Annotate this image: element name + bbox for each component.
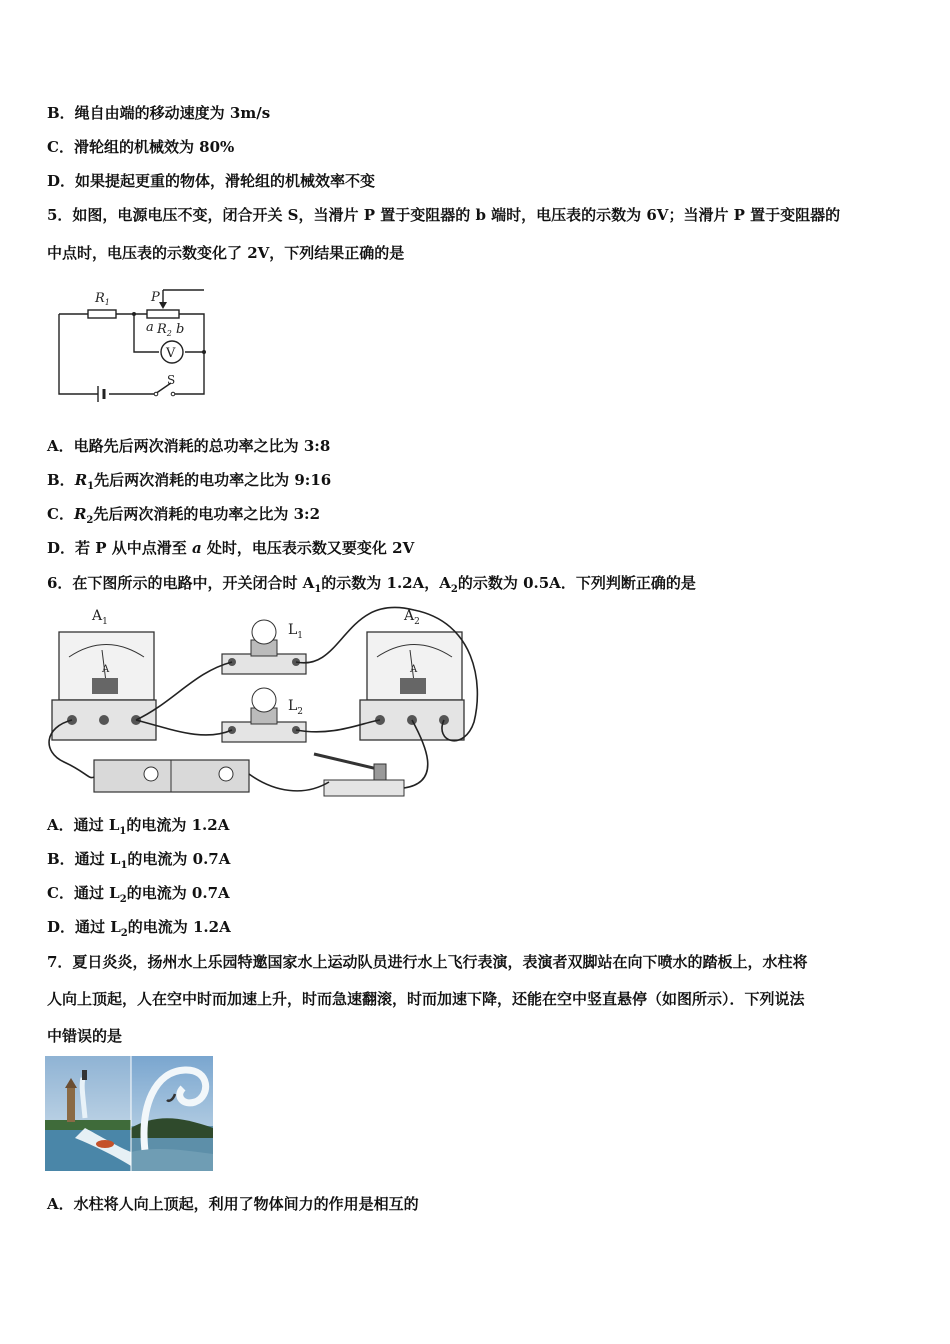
q4-option-d: D．如果提起更重的物体，滑轮组的机械效率不变 [47, 172, 376, 190]
r1-resistor [88, 310, 116, 318]
r2-rheostat [147, 310, 179, 318]
l1-label: $L_1$ [288, 622, 304, 641]
a2-meter-letter: A [410, 664, 418, 675]
b-label: b [176, 322, 185, 337]
q5-stem-line2: 中点时，电压表的示数变化了 2V，下列结果正确的是 [47, 244, 405, 262]
r1-label: $R_1$ [95, 291, 110, 307]
photo-right-panel [131, 1056, 213, 1171]
knife-switch [314, 754, 404, 796]
q7-stem-line3: 中错误的是 [47, 1027, 123, 1045]
q5-option-a: A．电路先后两次消耗的总功率之比为 3:8 [47, 437, 331, 455]
v-label: V [166, 346, 176, 361]
q7-stem-line2: 人向上顶起，人在空中时而加速上升，时而急速翻滚，时而加速下降，还能在空中竖直悬停（如图所示）．下列说法 [47, 990, 805, 1008]
r2-label: $R_2$ [157, 322, 172, 338]
q5-option-c: C．$R_2$先后两次消耗的电功率之比为 3:2 [47, 505, 321, 526]
q6-stem: 6．在下图所示的电路中，开关闭合时 $A_1$的示数为 1.2A，$A_2$的示数为 0.5A．下列判断正确的是 [47, 574, 696, 595]
q4-option-c: C．滑轮组的机械效为 80% [47, 138, 235, 156]
q6-circuit-photo [44, 602, 484, 802]
q6-option-c: C．通过 $L_2$的电流为 0.7A [47, 884, 230, 905]
a1-label: $A_1$ [92, 608, 108, 627]
a-label: a [146, 320, 154, 335]
lamp-l2 [222, 688, 306, 742]
q5-option-d: D．若 P 从中点滑至 a 处时，电压表示数又要变化 2V [47, 539, 415, 557]
p-label: P [151, 290, 160, 305]
q4-option-b: B．绳自由端的移动速度为 3m/s [47, 104, 271, 122]
photo-left-panel [45, 1056, 131, 1171]
q7-stem-line1: 7．夏日炎炎，扬州水上乐园特邀国家水上运动队员进行水上飞行表演，表演者双脚站在向下喷水的踏板上，水柱将 [47, 953, 808, 971]
s-label: S [167, 373, 176, 387]
battery-pack [94, 760, 249, 792]
q6-option-a: A．通过 $L_1$的电流为 1.2A [47, 816, 230, 837]
q5-circuit-diagram [52, 276, 212, 406]
q7-option-a: A．水柱将人向上顶起，利用了物体间力的作用是相互的 [47, 1195, 419, 1213]
q6-option-b: B．通过 $L_1$的电流为 0.7A [47, 850, 231, 871]
ammeter-a2 [360, 632, 464, 740]
ammeter-a1 [52, 632, 156, 740]
q7-photo [45, 1056, 213, 1171]
q5-option-b: B．$R_1$先后两次消耗的电功率之比为 9:16 [47, 471, 332, 492]
q6-option-d: D．通过 $L_2$的电流为 1.2A [47, 918, 231, 939]
l2-label: $L_2$ [288, 698, 304, 717]
q5-stem-line1: 5．如图，电源电压不变，闭合开关 S，当滑片 P 置于变阻器的 b 端时，电压表的示数为 6V；当滑片 P 置于变阻器的 [47, 206, 841, 224]
a1-meter-letter: A [102, 664, 110, 675]
a2-label: $A_2$ [404, 608, 420, 627]
